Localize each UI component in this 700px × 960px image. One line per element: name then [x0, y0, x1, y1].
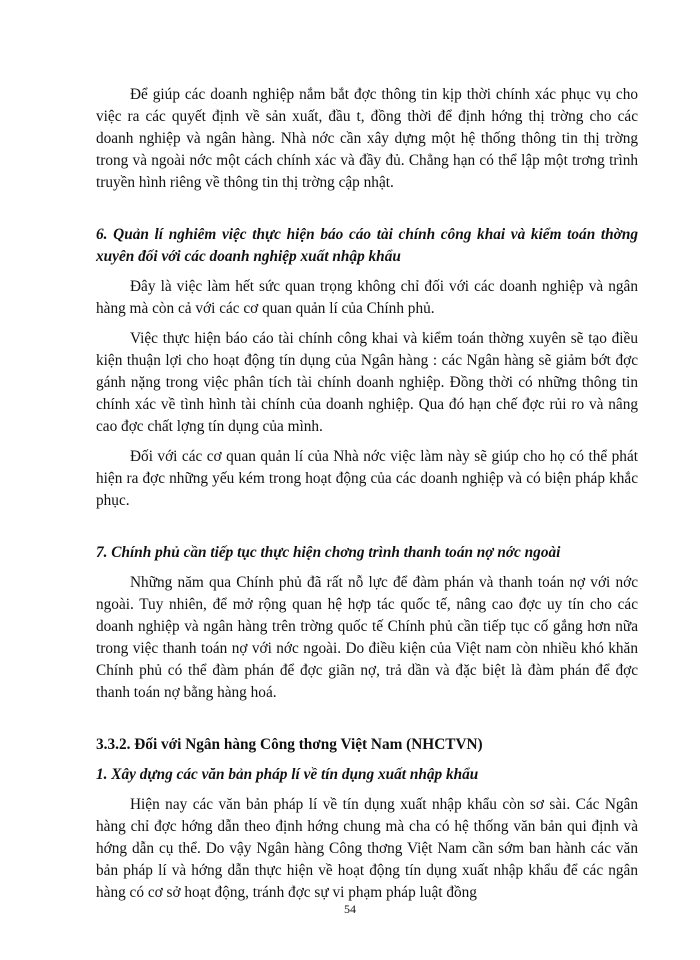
paragraph-debt-payment: Những năm qua Chính phủ đã rất nỗ lực để đàm phán và thanh toán nợ với nớc ngoài. Tuy nhiên, để mở rộng quan hệ hợp tác quốc tế, nâng cao đợc uy tín cho các doanh nghiệp và ngân hàng trên trờng quốc tế Chính phủ cần tiếp tục cố gắng hơn nữa trong việc thanh toán nợ với nớc ngoài. Do điều kiện của Việt nam còn nhiều khó khăn Chính phủ có thể đàm phán để đợc giãn nợ, trả dần và đặc biệt là đàm phán để đợc thanh toán nợ bằng hàng hoá. — [96, 574, 638, 701]
heading-1-legal-documents: 1. Xây dựng các văn bản pháp lí về tín dụng xuất nhập khẩu — [96, 766, 479, 783]
heading-6-financial-reporting: 6. Quản lí nghiêm việc thực hiện báo cáo tài chính công khai và kiểm toán thờng xuyên đối với các doanh nghiệp xuất nhập khẩu — [96, 226, 638, 265]
paragraph-audit-benefits: Việc thực hiện báo cáo tài chính công khai và kiểm toán thờng xuyên sẽ tạo điều kiện thuận lợi cho hoạt động tín dụng của Ngân hàng : các Ngân hàng sẽ giảm bớt đợc gánh nặng trong việc phân tích tài chính doanh nghiệp. Đồng thời có những thông tin chính xác về tình hình tài chính của doanh nghiệp. Qua đó hạn chế đợc rủi ro và nâng cao đợc chất lợng tín dụng của mình. — [96, 330, 638, 435]
paragraph-state-agencies: Đối với các cơ quan quản lí của Nhà nớc việc làm này sẽ giúp cho họ có thể phát hiện ra đợc những yếu kém trong hoạt động của các doanh nghiệp và có biện pháp khắc phục. — [96, 448, 638, 509]
paragraph-market-info: Để giúp các doanh nghiệp nắm bắt đợc thông tin kịp thời chính xác phục vụ cho việc ra các quyết định về sản xuất, đầu t, đồng thời để định hớng thị trờng cho các doanh nghiệp và ngân hàng. Nhà nớc cần xây dựng một hệ thống thông tin thị trờng trong và ngoài nớc một cách chính xác và đầy đủ. Chẳng hạn có thể lập một trơng trình truyền hình riêng về thông tin thị trờng cập nhật. — [96, 86, 638, 191]
paragraph-importance: Đây là việc làm hết sức quan trọng không chỉ đối với các doanh nghiệp và ngân hàng mà còn cả với các cơ quan quản lí của Chính phủ. — [96, 278, 638, 317]
paragraph-legal-documents: Hiện nay các văn bản pháp lí về tín dụng xuất nhập khẩu còn sơ sài. Các Ngân hàng chỉ đợc hớng dẫn theo định hớng chung mà cha có hệ thống văn bản qui định và hớng dẫn cụ thể. Do vậy Ngân hàng Công thơng Việt Nam cần sớm ban hành các văn bản pháp lí và hớng dẫn thực hiện về hoạt động tín dụng xuất nhập khẩu để các ngân hàng có cơ sở hoạt động, tránh đợc sự vi phạm pháp luật đồng — [96, 796, 638, 901]
page-number: 54 — [344, 902, 356, 916]
heading-7-foreign-debt: 7. Chính phủ cần tiếp tục thực hiện chơng trình thanh toán nợ nớc ngoài — [96, 544, 561, 561]
section-heading-3-3-2: 3.3.2. Đối với Ngân hàng Công thơng Việt Nam (NHCTVN) — [96, 736, 483, 753]
document-page — [96, 84, 638, 904]
